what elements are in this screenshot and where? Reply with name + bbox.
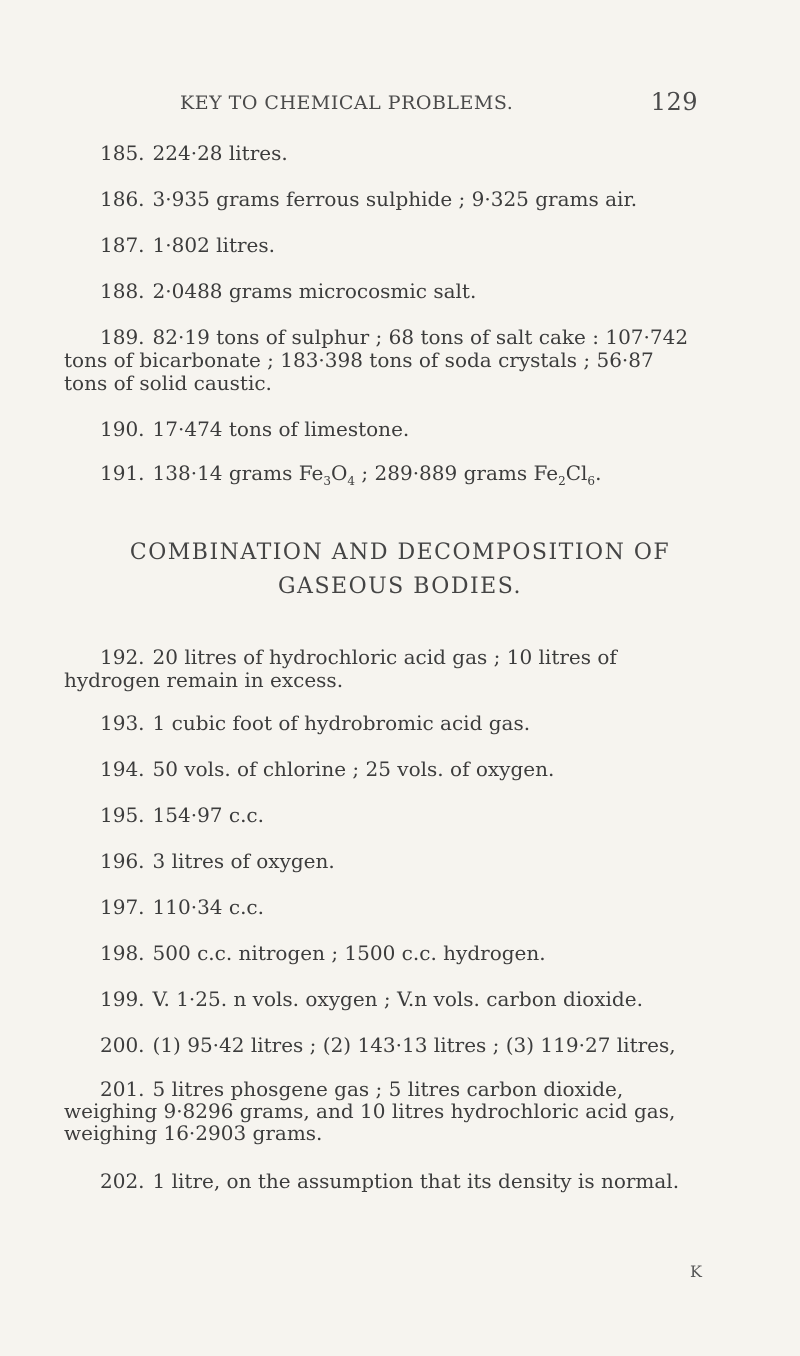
answer-text: (1) 95·42 litres ; (2) 143·13 litres ; (3) 119·27 litres, [152, 1033, 676, 1057]
answer-text: 500 c.c. nitrogen ; 1500 c.c. hydrogen. [152, 941, 546, 965]
answer-text: 1 cubic foot of hydrobromic acid gas. [152, 711, 531, 735]
signature-mark: K [690, 1262, 702, 1281]
answer-195 [100, 804, 696, 826]
answer-number: 189. [100, 325, 145, 349]
answer-187 [100, 234, 696, 256]
section-heading [80, 536, 720, 604]
answer-number: 201. [100, 1077, 145, 1101]
answer-number: 192. [100, 645, 145, 669]
section-heading-line-1: COMBINATION AND DECOMPOSITION OF [129, 540, 671, 565]
answer-number: 185. [100, 141, 145, 165]
answer-202 [64, 1170, 696, 1192]
answer-196 [100, 850, 696, 872]
page-number: 129 [650, 88, 698, 116]
answer-number: 200. [100, 1033, 145, 1057]
answer-number: 197. [100, 895, 145, 919]
answer-201 [64, 1078, 696, 1144]
answer-number: 202. [100, 1169, 145, 1193]
answer-text: 17·474 tons of limestone. [152, 417, 410, 441]
answer-185 [100, 142, 696, 164]
answer-text: 154·97 c.c. [152, 803, 264, 827]
answer-text: 5 litres phosgene gas ; 5 litres carbon dioxide, weighing 9·8296 grams, and 10 litres hydrochloric acid gas, weighing 16·2903 grams. [64, 1077, 676, 1145]
answer-193 [100, 712, 696, 734]
answer-number: 190. [100, 417, 145, 441]
answer-text: 1 litre, on the assumption that its density is normal. [152, 1169, 680, 1193]
answer-189 [64, 326, 696, 395]
answer-number: 199. [100, 987, 145, 1011]
answer-186 [100, 188, 696, 210]
answer-text: 50 vols. of chlorine ; 25 vols. of oxygen. [152, 757, 555, 781]
answer-text: 2·0488 grams microcosmic salt. [152, 279, 477, 303]
answer-192 [64, 646, 696, 692]
answer-text: 20 litres of hydrochloric acid gas ; 10 litres of hydrogen remain in excess. [64, 645, 617, 692]
answer-text: 82·19 tons of sulphur ; 68 tons of salt cake : 107·742 tons of bicarbonate ; 183·398 tons of soda crystals ; 56·87 tons of solid caustic. [64, 325, 689, 395]
answer-number: 187. [100, 233, 145, 257]
answer-191 [100, 461, 696, 488]
answer-number: 198. [100, 941, 145, 965]
answer-200 [100, 1034, 710, 1056]
answer-text: V. 1·25. n vols. oxygen ; V.n vols. carbon dioxide. [152, 987, 643, 1011]
answer-text: 1·802 litres. [152, 233, 275, 257]
answer-text: 224·28 litres. [152, 141, 288, 165]
answer-197 [100, 896, 696, 918]
answer-number: 194. [100, 757, 145, 781]
answer-text: 110·34 c.c. [152, 895, 264, 919]
answer-text: 3 litres of oxygen. [152, 849, 335, 873]
answer-188 [100, 280, 696, 302]
answer-text: 138·14 grams $Fe_3O_4$ ; 289·889 grams $Fe_2Cl_6$. [152, 461, 602, 488]
answer-number: 193. [100, 711, 145, 735]
answer-199 [100, 988, 696, 1010]
answer-198 [100, 942, 696, 964]
section-heading-line-2: GASEOUS BODIES. [277, 574, 522, 599]
answer-number: 186. [100, 187, 145, 211]
answer-text: 3·935 grams ferrous sulphide ; 9·325 grams air. [152, 187, 638, 211]
answer-number: 196. [100, 849, 145, 873]
answer-number: 191. [100, 461, 145, 485]
answer-194 [100, 758, 696, 780]
running-title: KEY TO CHEMICAL PROBLEMS. [180, 92, 514, 114]
answer-number: 195. [100, 803, 145, 827]
answer-number: 188. [100, 279, 145, 303]
answer-190 [100, 418, 696, 440]
